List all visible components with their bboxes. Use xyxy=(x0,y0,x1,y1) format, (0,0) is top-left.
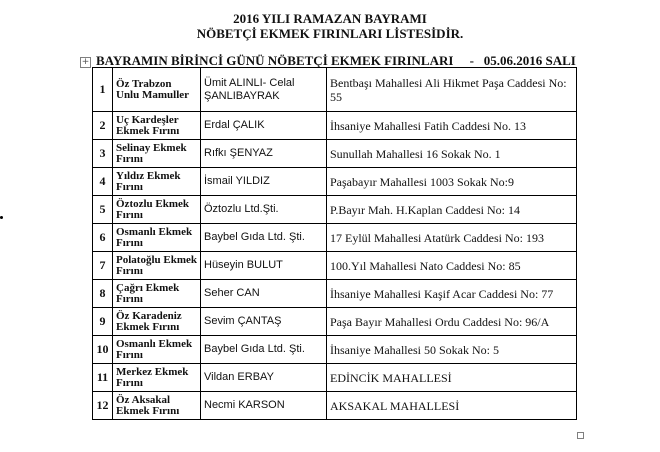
bakery-name-cell: Çağrı Ekmek Fırını xyxy=(113,280,201,308)
table-row xyxy=(93,112,577,140)
owner-name-cell: İsmail YILDIZ xyxy=(201,168,327,196)
owner-name-cell: Rıfkı ŞENYAZ xyxy=(201,140,327,168)
table-resize-handle[interactable] xyxy=(577,432,584,439)
address-cell: Paşa Bayır Mahallesi Ordu Caddesi No: 96/A xyxy=(327,308,577,336)
bullet-dot xyxy=(0,216,3,219)
address-cell: AKSAKAL MAHALLESİ xyxy=(327,392,577,420)
address-cell: 17 Eylül Mahallesi Atatürk Caddesi No: 193 xyxy=(327,224,577,252)
bakery-name-cell: Osmanlı Ekmek Fırını xyxy=(113,336,201,364)
row-number-cell: 3 xyxy=(93,140,113,168)
address-cell: İhsaniye Mahallesi Fatih Caddesi No. 13 xyxy=(327,112,577,140)
bakery-table-body xyxy=(93,68,577,420)
owner-name-cell: Sevim ÇANTAŞ xyxy=(201,308,327,336)
address-cell: Paşabayır Mahallesi 1003 Sokak No:9 xyxy=(327,168,577,196)
address-cell: 100.Yıl Mahallesi Nato Caddesi No: 85 xyxy=(327,252,577,280)
bakery-name-cell: Uç Kardeşler Ekmek Fırını xyxy=(113,112,201,140)
owner-name-cell: Seher CAN xyxy=(201,280,327,308)
bakery-name-cell: Öztozlu Ekmek Fırını xyxy=(113,196,201,224)
row-number-cell: 2 xyxy=(93,112,113,140)
table-row xyxy=(93,168,577,196)
table-move-handle[interactable] xyxy=(80,57,91,68)
table-row xyxy=(93,252,577,280)
bakery-table xyxy=(92,67,577,420)
address-cell: EDİNCİK MAHALLESİ xyxy=(327,364,577,392)
owner-name-cell: Erdal ÇALIK xyxy=(201,112,327,140)
owner-name-cell: Baybel Gıda Ltd. Şti. xyxy=(201,336,327,364)
table-row xyxy=(93,392,577,420)
owner-name-cell: Vildan ERBAY xyxy=(201,364,327,392)
owner-name-cell: Baybel Gıda Ltd. Şti. xyxy=(201,224,327,252)
row-number-cell: 9 xyxy=(93,308,113,336)
row-number-cell: 12 xyxy=(93,392,113,420)
table-row xyxy=(93,280,577,308)
move-icon: + xyxy=(81,57,90,67)
bakery-name-cell: Merkez Ekmek Fırını xyxy=(113,364,201,392)
table-row xyxy=(93,336,577,364)
address-cell: İhsaniye Mahallesi Kaşif Acar Caddesi No: 77 xyxy=(327,280,577,308)
row-number-cell: 8 xyxy=(93,280,113,308)
bakery-name-cell: Selinay Ekmek Fırını xyxy=(113,140,201,168)
row-number-cell: 5 xyxy=(93,196,113,224)
owner-name-cell: Hüseyin BULUT xyxy=(201,252,327,280)
table-row xyxy=(93,224,577,252)
address-cell: Bentbaşı Mahallesi Ali Hikmet Paşa Caddesi No: 55 xyxy=(327,68,577,112)
bakery-name-cell: Öz Aksakal Ekmek Fırını xyxy=(113,392,201,420)
table-row xyxy=(93,68,577,112)
table-row xyxy=(93,140,577,168)
table-row xyxy=(93,196,577,224)
bakery-name-cell: Osmanlı Ekmek Fırını xyxy=(113,224,201,252)
row-number-cell: 6 xyxy=(93,224,113,252)
address-cell: P.Bayır Mah. H.Kaplan Caddesi No: 14 xyxy=(327,196,577,224)
row-number-cell: 11 xyxy=(93,364,113,392)
table-row xyxy=(93,364,577,392)
bakery-name-cell: Öz Karadeniz Ekmek Fırını xyxy=(113,308,201,336)
owner-name-cell: Necmi KARSON xyxy=(201,392,327,420)
bakery-name-cell: Öz Trabzon Unlu Mamuller xyxy=(113,68,201,112)
row-number-cell: 7 xyxy=(93,252,113,280)
table-row xyxy=(93,308,577,336)
document-title-line-1: 2016 YILI RAMAZAN BAYRAMI xyxy=(233,11,427,26)
document-subtitle: BAYRAMIN BİRİNCİ GÜNÜ NÖBETÇİ EKMEK FIRINLARI - 05.06.2016 SALI xyxy=(96,53,576,68)
address-cell: İhsaniye Mahallesi 50 Sokak No: 5 xyxy=(327,336,577,364)
owner-name-cell: Öztozlu Ltd.Şti. xyxy=(201,196,327,224)
row-number-cell: 10 xyxy=(93,336,113,364)
owner-name-cell: Ümit ALINLI- Celal ŞANLIBAYRAK xyxy=(201,68,327,112)
document-title-line-2: NÖBETÇİ EKMEK FIRINLARI LİSTESİDİR. xyxy=(196,26,464,41)
row-number-cell: 1 xyxy=(93,68,113,112)
row-number-cell: 4 xyxy=(93,168,113,196)
bakery-name-cell: Polatoğlu Ekmek Fırını xyxy=(113,252,201,280)
bakery-name-cell: Yıldız Ekmek Fırını xyxy=(113,168,201,196)
address-cell: Sunullah Mahallesi 16 Sokak No. 1 xyxy=(327,140,577,168)
